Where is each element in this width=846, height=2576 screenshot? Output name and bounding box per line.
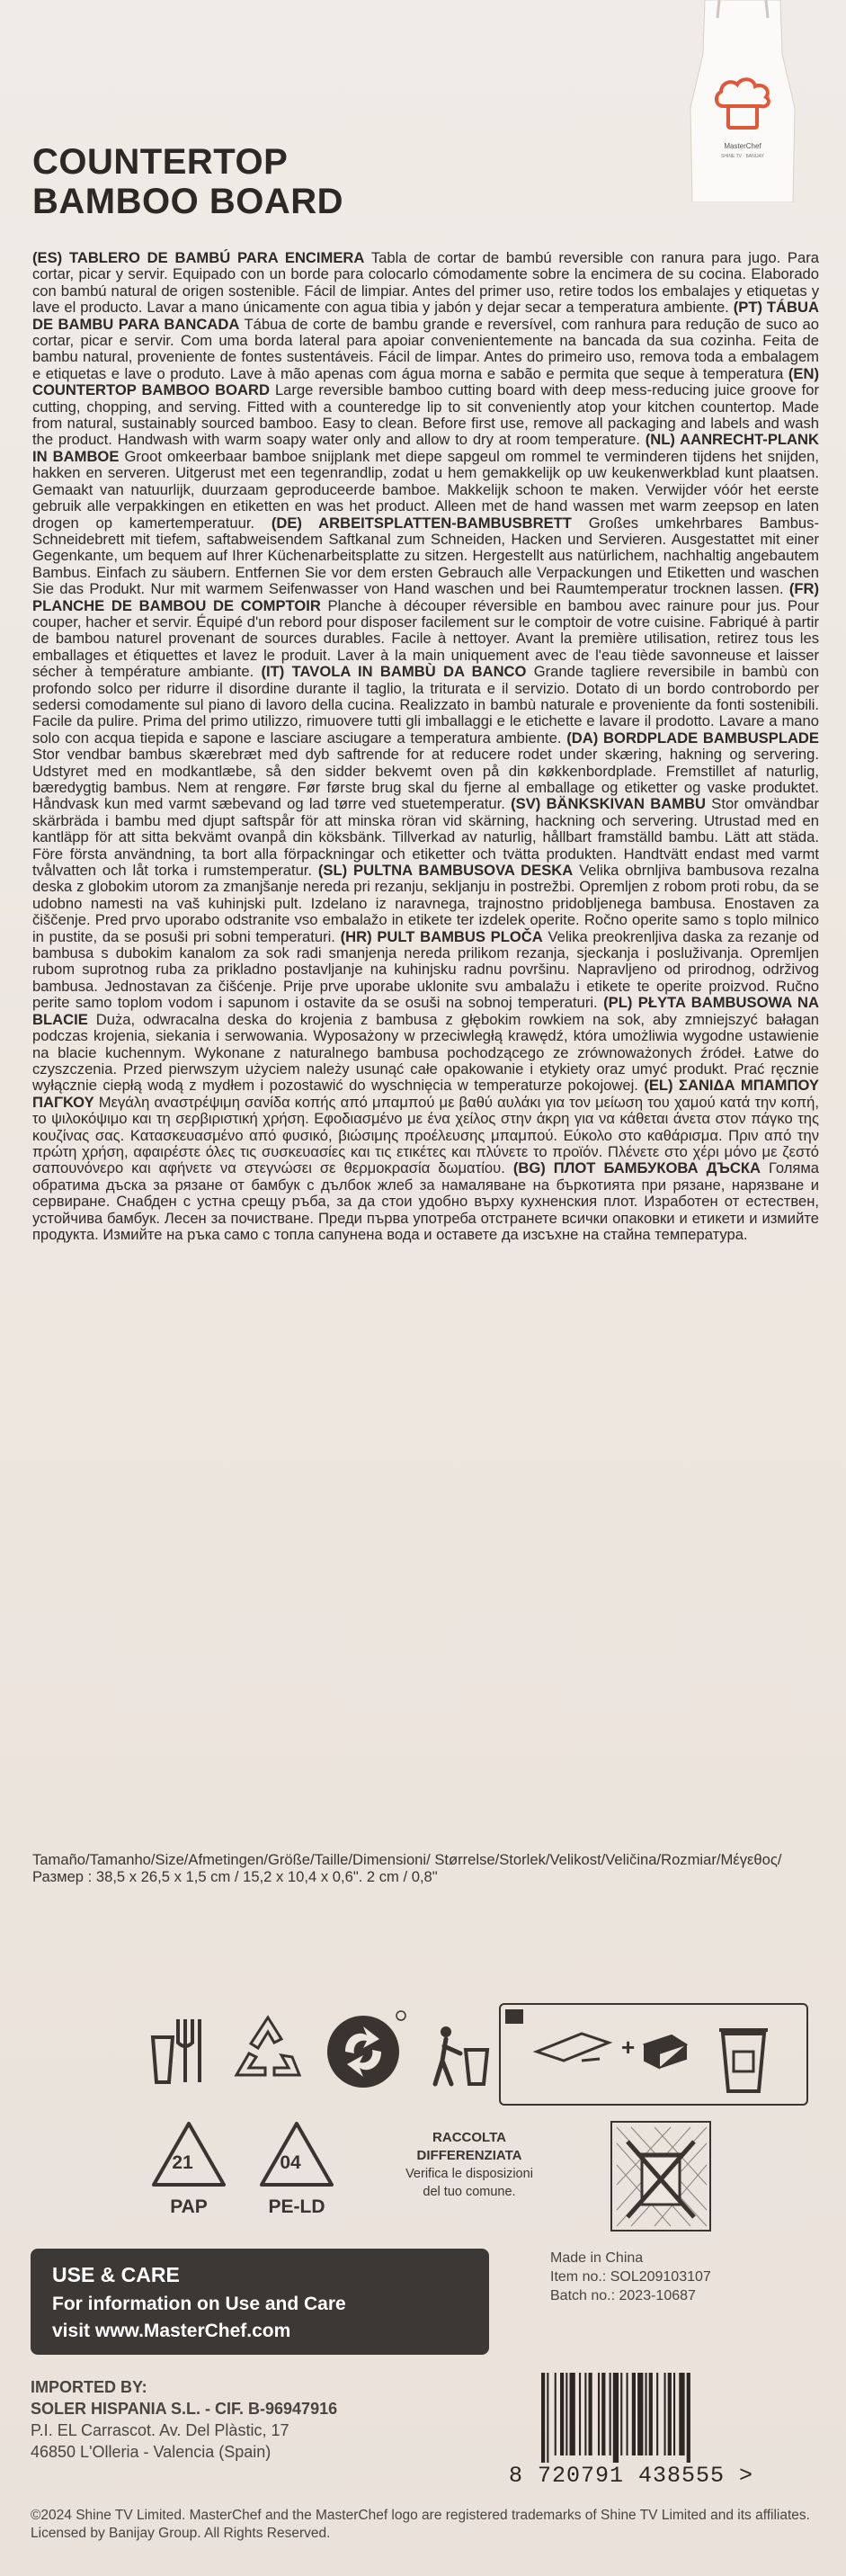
use-care-line-2: visit www.MasterChef.com [52,2321,291,2341]
desc-da: Stor vendbar bambus skærebræt med dyb saftrende for at reducere rodet under skæring, hakning og servering. Udstyret med en modkantlæbe, så den sidder bekvemt oven på din køkkenbordplade. Fremstillet af naturlig, bæredygtig bambus. Nem at rengøre. Før første brug skal du fjerne al emballage og etiketter og vaske produktet. Håndvask kun med varmt sæbevand og lad tørre ved stuetemperatur. [32,746,819,813]
barcode-digits: 8 720791 438555 > [509,2463,754,2489]
barcode-bar [687,2373,690,2463]
barcode-bar [555,2373,557,2455]
barcode-bar [547,2373,548,2463]
desc-el: Μεγάλη αναστρέψιμη σανίδα κοπής από μπαμπού με βαθύ αυλάκι για τον μείωση του χαμού κατά την κοπή, το ψιλοκόψιμο και τη σερβιριστική χρήση. Εφοδιασμένο με ένα χείλος στην άκρη για να κάθεται άνετα στον πάγκο της κουζίνας σας. Κατασκευασμένο από φυσικό, βιώσιμης προέλευσης μπαμπού. Εύκολο στο καθάρισμα. Πριν από την πρώτη χρήση, αφαιρέστε όλες τις συσκευασίες και τις ετικέτες και πλύνετε το προϊόν. Πλένετε στο χέρι μόνο με ζεστό σαπουνόνερο και αφήνετε να στεγνώσει σε θερμοκρασία δωματίου. [32,1093,819,1177]
raccolta-differenziata [379,2129,559,2201]
lang-heading-hr: (HR) PULT BAMBUS PLOČA [340,927,543,945]
language-tag-icon [504,2008,524,2025]
lang-heading-de: (DE) ARBEITSPLATTEN-BAMBUSBRETT [271,514,572,532]
multilingual-description [32,250,819,1243]
crossed-out-bin-icon [610,2120,712,2232]
origin-info [550,2249,820,2305]
barcode-bar [584,2373,586,2455]
masterchef-apron-logo [689,0,797,202]
raccolta-title-1: RACCOLTA [432,2130,506,2145]
recycle-icon [229,2012,307,2086]
desc-en: Large reversible bamboo cutting board with deep mess-reducing juice groove for cutting, chopping, and serving. Fitted with a counteredge lip to sit conveniently atop your kitchen countertop. Made from natural, sustainably sourced bamboo. Easy to clean. Before first use, remove all packaging and labels and wash the product. Handwash with warm soapy water only and allow to dry at room temperature. [32,381,819,449]
lang-heading-fr: (FR) PLANCHE DE BAMBOU DE COMPTOIR [32,580,819,614]
symbols-row [135,2001,818,2107]
lang-heading-pt: (PT) TÁBUA DE BAMBU PARA BANCADA [32,299,819,333]
copyright-notice: ©2024 Shine TV Limited. MasterChef and the MasterChef logo are registered trademarks of Shine TV Limited and its affiliates. Licensed by Banijay Group. All Rights Reserved. [31,2508,810,2541]
use-care-title: USE & CARE [52,2263,180,2286]
batch-number: Batch no.: 2023-10687 [550,2288,696,2303]
barcode-bar [598,2373,600,2455]
barcode-bar [637,2373,643,2455]
green-dot-icon [324,2008,408,2093]
lang-heading-sl: (SL) PULTNA BAMBUSOVA DESKA [317,862,574,880]
lang-heading-el: (EL) ΣΑΝΙΔΑ ΜΠΑΜΠΟΥ ΠΑΓΚΟΥ [32,1077,819,1111]
importer-address-1: P.I. EL Carrascot. Av. Del Plàstic, 17 [31,2421,289,2439]
desc-fr: Planche à découper réversible en bambou avec rainure pour jus. Pour couper, hacher et servir. Équipé d'un rebord pour disposer facilement sur le comptoir de votre cuisine. Fabriqué à partir de bambou naturel provenant de sources durables. Facile à nettoyer. Avant la première utilisation, retirez tous les emballages et étiquettes et lavez le produit. Laver à la main uniquement avec de l'eau tiède savonneuse et laisser sécher à température ambiante. [32,596,819,681]
desc-pt: Tábua de corte de bambu grande e reversível, com ranhura para redução de suco ao cortar, picar e servir. Com uma borda lateral para apoiar convenientemente na bancada da sua cozinha. Feita de bambu natural, proveniente de fontes sustentáveis. Fácil de limpar. Antes do primeiro uso, remova toda a embalagem e etiquetas e lave o produto. Lave à mão apenas com água morna e sabão e permita que seque à temperatura [32,315,819,382]
importer-company: SOLER HISPANIA S.L. - CIF. B-96947916 [31,2400,338,2418]
lang-heading-bg: (BG) ПЛОТ БАМБУКОВА ДЪСКА [512,1159,761,1177]
lang-heading-pl: (PL) PŁYTA BAMBUSOWA NA BLACIE [32,994,819,1028]
importer-heading: IMPORTED BY: [31,2378,147,2396]
raccolta-line-2: del tuo comune. [423,2185,516,2199]
barcode-bar [632,2373,636,2455]
barcode-bar [579,2373,581,2455]
importer-info [31,2376,534,2463]
recycling-code-pap [144,2120,234,2237]
barcode-bar [679,2373,684,2455]
desc-de: Großes umkehrbares Bambus-Schneidebrett mit tiefem, saftabweisendem Saftkanal zum Schneiden, Hacken und Servieren. Ausgestattet mit einer Gegenkante, um bequem auf Ihrer Küchenarbeitsplatte zu sitzen. Hergestellt aus natürlichem, nachhaltig angebautem Bambus. Einfach zu säubern. Entfernen Sie vor dem ersten Gebrauch alle Verpackungen und Etiketten und waschen Sie das Produkt. Nur mit warmem Seifenwasser von Hand waschen und bei Raumtemperatur trocknen lassen. [32,514,819,598]
desc-pl: Duża, odwracalna deska do krojenia z bambusa z głębokim rowkiem na sok, aby zmniejszyć bałagan podczas krojenia, siekania i serwowania. Wyposażony w przeciwległą krawędź, która umożliwia wygodne ustawienie na blacie kuchennym. Wykonane z naturalnego bambusa pochodzącego ze zrównoważonych źródeł. Łatwe do czyszczenia. Przed pierwszym użyciem należy usunąć całe opakowanie i etykiety oraz umyć produkt. Prać ręcznie wyłącznie ciepłą wodą z mydłem i pozostawić do wyschnięcia w temperaturze pokojowej. [32,1010,819,1095]
lang-heading-es: (ES) TABLERO DE BAMBÚ PARA ENCIMERA [32,249,365,266]
barcode-bar [541,2373,545,2463]
lang-heading-sv: (SV) BÄNKSKIVAN BAMBU [511,795,706,813]
barcode-bar [649,2373,653,2455]
barcode-bar [570,2373,575,2455]
lang-heading-en: (EN) COUNTERTOP BAMBOO BOARD [32,364,819,399]
barcode [538,2373,807,2463]
desc-nl: Groot omkeerbaar bamboe snijplank met diepe sapgeul om rommel te verminderen tijdens het snijden, hakken en serveren. Uitgerust met een tegenrandlip, zodat u hem gemakkelijk op uw keukenwerkblad kunt plaatsen. Gemaakt van natuurlijk, duurzaam geproduceerde bamboe. Makkelijk schoon te maken. Verwijder vóór het eerste gebruik alle verpakkingen en etiketten en was het product. Alleen met de hand wassen met warm zeepsop en laten drogen op kamertemperatuur. [32,447,819,532]
food-safe-icon [146,2010,209,2089]
desc-sv: Stor omvändbar skärbräda i bambu med djupt saftspår för att minska röran vid skärning, hackning och servering. Utrustad med en kantläpp för att sitta bekvämt ovanpå din köksbänk. Tillverkad av naturlig, hållbart framställd bambu. Lätt att städa. Före första användning, ta bort alla förpackningar och etiketter och tvätta produkten. Handtvätt endast med varmt tvålvatten och låt torka i rumstemperatur. [32,795,819,880]
barcode-bar [664,2373,666,2455]
desc-sl: Velika obrnljiva bambusova rezalna deska z globokim utorom za zmanjšanje nereda pri rezanju, sekljanju in postrežbi. Opremljen z robom proti robu, da se udobno namesti na vaš kuhinjski pult. Izdelano iz naravnega, trajnostno pridobljenega bambusa. Enostaven za čiščenje. Pred prvo uporabo odstranite vso embalažo in etikete ter izdelek operite. Ročno operite samo s toplo milnico in pustite, da se posuši pri sobni temperaturi. [32,862,819,945]
item-number: Item no.: SOL209103107 [550,2269,711,2285]
recycling-code-number: 21 [172,2152,193,2173]
size-info: Tamaño/Tamanho/Size/Afmetingen/Größe/Taille/Dimensioni/ Størrelse/Storlek/Velikost/Veličina/Rozmiar/Μέγεθος/Размер : 38,5 x 26,5 x 1,5 cm / 15,2 x 10,4 x 0,6". 2 cm / 0,8" [32,1851,782,1885]
recycling-row [144,2120,827,2246]
desc-it: Grande tagliere reversibile in bambù con profondo solco per ridurre il disordine durante il taglio, la triturata e il servizio. Dotato di un bordo controbordo per sedersi comodamente sul piano di lavoro della cucina. Realizzato in bambù naturale e proveniente da fonti sostenibili. Facile da pulire. Prima del primo utilizzo, rimuovere tutti gli imballaggi e le etichette e lavare il prodotto. Lavare a mano solo con acqua tiepida e sapone e lasciare asciugare a temperatura ambiente. [32,663,819,747]
logo-sub: SHINE TV · BANIJAY [721,154,764,159]
barcode-bar [613,2373,619,2463]
made-in: Made in China [550,2250,644,2266]
desc-es: Tabla de cortar de bambú reversible con ranura para jugo. Para cortar, picar y servir. Equipado con un borde para colocarlo cómodamente sobre la encimera de su cocina. Elaborado con bambú natural de origen sostenible. Fácil de limpiar. Antes del primer uso, retire todos los embalajes y etiquetas y lave el producto. Lavar a mano únicamente con agua tibia y jabón y dejar secar a temperatura ambiente. [32,249,819,317]
barcode-bar [560,2373,564,2455]
barcode-bar [601,2373,605,2455]
fold-box-icon [528,2025,690,2070]
lang-heading-it: (IT) TAVOLA IN BAMBÙ DA BANCO [261,663,527,681]
desc-hr: Velika preokrenljiva daska za rezanje od bambusa s dubokim kanalom za sok radi smanjenja nereda prilikom rezanja, sjeckanja i posluživanja. Opremljen rubom suprotnog ruba za prikladno postavljanje na kuhinjsku radnu površinu. Napravljeno od prirodnog, održivog bambusa. Jednostavan za čišćenje. Prije prve uporabe uklonite svu ambalažu i etikete te operite proizvod. Ručno perite samo toplom vodom i sapunom i ostavite da se osuši na sobnoj temperaturi. [32,927,819,1012]
barcode-bar [565,2373,567,2455]
recycling-material: PE-LD [268,2196,325,2217]
desc-bg: Голяма обратима дъска за рязане от бамбук с дълбок жлеб за намаляване на бъркотията при рязане, нарязване и сервиране. Снабден с устна срещу ръба, за да стои удобно върху кухненския плот. Изработен от естествен, устойчива бамбук. Лесен за почистване. Преди първа употреба отстранете всички опаковки и етикети и измийте продукта. Измийте на ръка само с топла сапунена вода и оставете да изсъхне на стайна температура. [32,1159,820,1243]
disposal-box [499,2003,808,2106]
barcode-bar [610,2373,611,2455]
barcode-bar [656,2373,658,2455]
bin-icon [712,2016,775,2097]
use-care-line-1: For information on Use and Care [52,2294,346,2314]
recycling-code-peld [252,2120,342,2237]
barcode-bar [589,2373,592,2455]
recycling-material: PAP [170,2196,208,2217]
use-care-panel [31,2249,489,2355]
logo-text: MasterChef [724,142,761,150]
raccolta-title-2: DIFFERENZIATA [416,2148,522,2163]
raccolta-line-1: Verifica le disposizioni [405,2167,533,2181]
barcode-bar [646,2373,647,2455]
product-title [32,142,608,221]
lang-heading-nl: (NL) AANRECHT-PLANK IN BAMBOE [32,431,819,465]
importer-address-2: 46850 L'Olleria - Valencia (Spain) [31,2443,272,2461]
recycling-code-number: 04 [280,2152,301,2173]
svg-text:+: + [621,2034,636,2061]
barcode-bar [627,2373,628,2455]
lang-heading-da: (DA) BORDPLADE BAMBUSPLADE [566,729,819,747]
title-line-1: COUNTERTOP [32,142,289,182]
barcode-bar [620,2373,622,2455]
title-line-2: BAMBOO BOARD [32,182,343,221]
barcode-bar [673,2373,675,2455]
tidyman-icon [423,2021,494,2089]
barcode-bar [668,2373,672,2455]
